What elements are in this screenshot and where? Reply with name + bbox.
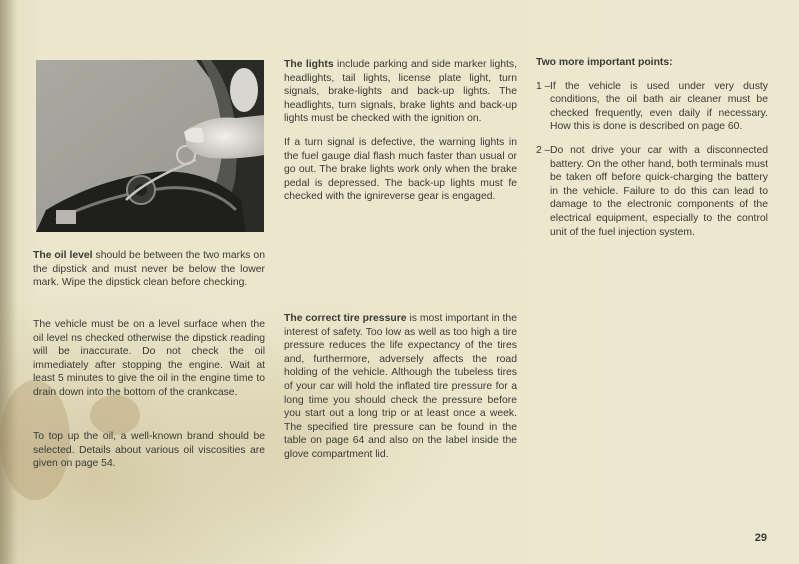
list-item-text: Do not drive your car with a disconnected battery. On the other hand, both terminals must be taken off before quick-charging the battery in the vehicle. Failure to do this can lead to damage to the electronic components of the electrical equipment, especially to the control unit of the fuel injection system. (550, 144, 768, 238)
column-left (33, 249, 265, 300)
oil-level-text: should be between the two marks on the dipstick and must never be below the lower mark. Wipe the dipstick clean before checking. (33, 250, 265, 289)
lights-text: include parking and side marker lights, headlights, tail lights, license plate light, turn signals, brake-lights and back-up lights. The headlights, turn signals, brake lights and back-up lights must be checked with the ignition on. (284, 59, 517, 125)
level-surface-paragraph: The vehicle must be on a level surface when the oil level ns checked otherwise the dipstick reading will be inaccurate. Do not check the oil immediately after stopping the engine. Wait at least 5 minutes to give the oil in the engine time to drain down into the bottom of the crankcase. (33, 319, 265, 398)
column-middle (284, 58, 517, 214)
turn-signal-paragraph: If a turn signal is defective, the warning lights in the fuel gauge dial flash much faster than usual or go out. The brake lights work only when the brake pedal is depressed. The back-up lights must fe checked with the ignireverse gear is engaged. (284, 136, 517, 203)
list-item-number: 2 – (536, 144, 551, 156)
oil-level-heading: The oil level (33, 250, 93, 261)
list-item (536, 80, 768, 134)
tire-pressure-heading: The correct tire pressure (284, 313, 407, 324)
lights-paragraph (284, 58, 517, 126)
oil-level-paragraph (33, 249, 265, 290)
top-up-paragraph: To top up the oil, a well-known brand should be selected. Details about various oil viscosities are given on page 54. (33, 431, 265, 470)
list-item-number: 1 – (536, 80, 551, 92)
tire-pressure-paragraph (284, 312, 517, 462)
column-left-lower (33, 318, 265, 410)
engine-dipstick-photo (36, 60, 264, 232)
page-number: 29 (754, 532, 767, 544)
column-right (536, 56, 768, 249)
column-middle-lower (284, 312, 517, 472)
tire-pressure-text: is most important in the interest of safety. Too low as well as too high a tire pressure reduces the life expectancy of the tires and, furthermore, adversely affects the road holding of the vehicle. Although the tubeless tires of your car will hold the inflated tire pressure for a long time you should check the pressure before you start out a long trip or at least once a week. The specified tire pressure can be found in the table on page 64 and also on the label inside the glove compartment lid. (284, 313, 517, 460)
column-left-bottom (33, 430, 265, 481)
list-item-text: If the vehicle is used under very dusty conditions, the oil bath air cleaner must be checked frequently, even daily if necessary. How this is done is described on page 60. (550, 80, 768, 133)
important-points-heading: Two more important points: (536, 57, 673, 68)
lights-heading: The lights (284, 59, 334, 70)
list-item (536, 144, 768, 239)
dipstick-illustration (36, 60, 264, 232)
